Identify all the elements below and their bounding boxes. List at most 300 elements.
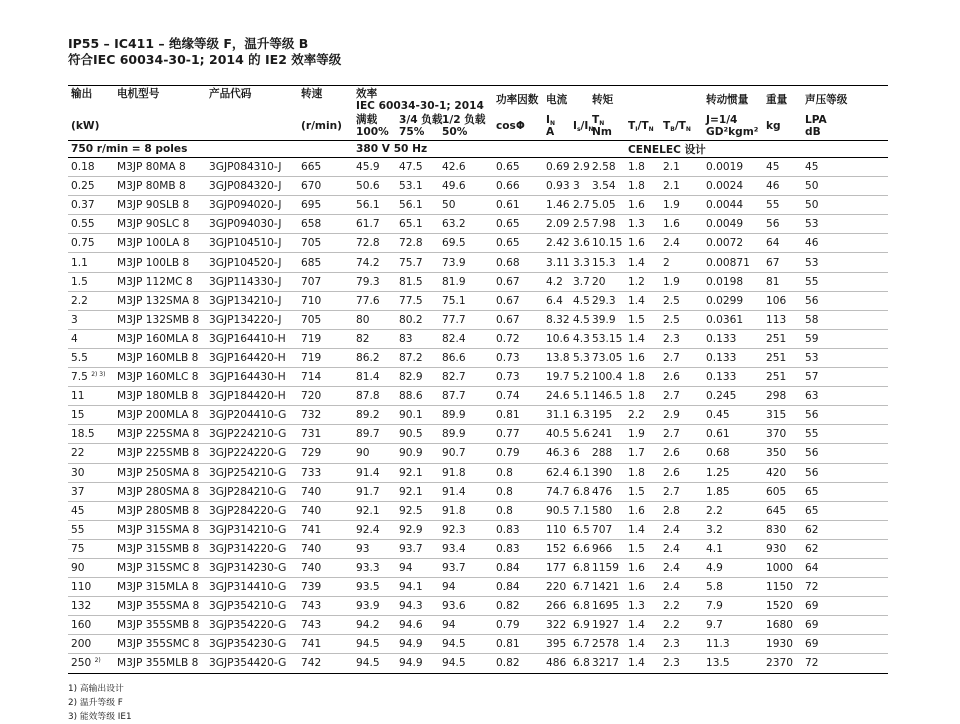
eff-full-cell: 86.2	[353, 348, 396, 367]
ti-tn-cell: 1.8	[625, 368, 660, 387]
torque-cell: 476	[589, 482, 625, 501]
noise-cell: 46	[802, 234, 888, 253]
current-cell: 8.32	[543, 310, 570, 329]
header-half-load: 1/2 负载 50%	[439, 112, 493, 141]
current-cell: 110	[543, 520, 570, 539]
output-cell: 110	[68, 578, 114, 597]
eff-75-cell: 81.5	[396, 272, 439, 291]
power-factor-cell: 0.74	[493, 387, 543, 406]
eff-75-cell: 53.1	[396, 177, 439, 196]
ti-tn-cell: 1.6	[625, 196, 660, 215]
eff-75-cell: 90.5	[396, 425, 439, 444]
product-code-cell: 3GJP094020-J	[206, 196, 298, 215]
ti-tn-cell: 1.4	[625, 520, 660, 539]
tb-tn-cell: 2.8	[660, 501, 703, 520]
is-in-cell: 5.6	[570, 425, 589, 444]
speed-cell: 740	[298, 539, 353, 558]
eff-75-cell: 92.1	[396, 482, 439, 501]
is-in-cell: 5.3	[570, 348, 589, 367]
is-in-cell: 6.9	[570, 616, 589, 635]
inertia-cell: 0.0198	[703, 272, 763, 291]
weight-cell: 55	[763, 196, 802, 215]
header-motor-type: 电机型号	[114, 86, 206, 113]
eff-75-cell: 47.5	[396, 158, 439, 177]
current-cell: 3.11	[543, 253, 570, 272]
table-row	[68, 291, 888, 310]
weight-cell: 930	[763, 539, 802, 558]
eff-50-cell: 77.7	[439, 310, 493, 329]
header-ti-tn: $T_I/T_N$	[625, 112, 660, 141]
motor-type-cell: M3JP 132SMB 8	[114, 310, 206, 329]
inertia-cell: 0.0299	[703, 291, 763, 310]
weight-cell: 64	[763, 234, 802, 253]
current-cell: 19.7	[543, 368, 570, 387]
eff-75-cell: 94.9	[396, 654, 439, 673]
eff-50-cell: 69.5	[439, 234, 493, 253]
eff-full-cell: 91.4	[353, 463, 396, 482]
table-row	[68, 310, 888, 329]
table-row	[68, 482, 888, 501]
weight-cell: 1520	[763, 597, 802, 616]
torque-cell: 390	[589, 463, 625, 482]
is-in-cell: 2.9	[570, 158, 589, 177]
output-cell: 45	[68, 501, 114, 520]
ti-tn-cell: 1.5	[625, 310, 660, 329]
weight-cell: 56	[763, 215, 802, 234]
speed-cell: 740	[298, 501, 353, 520]
inertia-cell: 0.61	[703, 425, 763, 444]
inertia-cell: 1.85	[703, 482, 763, 501]
torque-cell: 39.9	[589, 310, 625, 329]
header-output-unit: (kW)	[68, 112, 114, 141]
torque-cell: 10.15	[589, 234, 625, 253]
speed-cell: 733	[298, 463, 353, 482]
table-row	[68, 215, 888, 234]
ti-tn-cell: 1.2	[625, 272, 660, 291]
eff-full-cell: 80	[353, 310, 396, 329]
product-code-cell: 3GJP204410-G	[206, 406, 298, 425]
product-code-cell: 3GJP104520-J	[206, 253, 298, 272]
tb-tn-cell: 2.2	[660, 597, 703, 616]
motor-type-cell: M3JP 280SMA 8	[114, 482, 206, 501]
eff-50-cell: 86.6	[439, 348, 493, 367]
is-in-cell: 3.3	[570, 253, 589, 272]
is-in-cell: 6.8	[570, 597, 589, 616]
eff-75-cell: 80.2	[396, 310, 439, 329]
eff-75-cell: 72.8	[396, 234, 439, 253]
is-in-cell: 6.8	[570, 558, 589, 577]
speed-cell: 743	[298, 616, 353, 635]
ti-tn-cell: 1.4	[625, 654, 660, 673]
eff-75-cell: 56.1	[396, 196, 439, 215]
eff-50-cell: 94	[439, 616, 493, 635]
eff-50-cell: 94.5	[439, 654, 493, 673]
noise-cell: 64	[802, 558, 888, 577]
tb-tn-cell: 2.5	[660, 310, 703, 329]
power-factor-cell: 0.77	[493, 425, 543, 444]
torque-cell: 195	[589, 406, 625, 425]
table-row	[68, 387, 888, 406]
eff-75-cell: 92.9	[396, 520, 439, 539]
table-row	[68, 520, 888, 539]
weight-cell: 1930	[763, 635, 802, 654]
inertia-cell: 4.9	[703, 558, 763, 577]
current-cell: 152	[543, 539, 570, 558]
inertia-cell: 0.133	[703, 329, 763, 348]
header-efficiency	[353, 86, 493, 113]
noise-cell: 53	[802, 348, 888, 367]
eff-full-cell: 93.5	[353, 578, 396, 597]
header-tb-tn: $T_B/T_N$	[660, 112, 703, 141]
inertia-cell: 0.245	[703, 387, 763, 406]
torque-cell: 20	[589, 272, 625, 291]
speed-cell: 720	[298, 387, 353, 406]
tb-tn-cell: 2	[660, 253, 703, 272]
motor-type-cell: M3JP 180MLB 8	[114, 387, 206, 406]
eff-75-cell: 94.9	[396, 635, 439, 654]
power-factor-cell: 0.73	[493, 348, 543, 367]
is-in-cell: 6.8	[570, 654, 589, 673]
noise-cell: 56	[802, 291, 888, 310]
eff-75-cell: 87.2	[396, 348, 439, 367]
speed-cell: 719	[298, 348, 353, 367]
weight-cell: 350	[763, 444, 802, 463]
output-cell: 250 $^{2)}$	[68, 654, 114, 673]
speed-cell: 670	[298, 177, 353, 196]
torque-cell: 1159	[589, 558, 625, 577]
output-cell: 0.75	[68, 234, 114, 253]
weight-cell: 81	[763, 272, 802, 291]
motor-type-cell: M3JP 355MLB 8	[114, 654, 206, 673]
noise-cell: 53	[802, 253, 888, 272]
tb-tn-cell: 2.7	[660, 482, 703, 501]
torque-cell: 2578	[589, 635, 625, 654]
power-factor-cell: 0.83	[493, 520, 543, 539]
output-cell: 90	[68, 558, 114, 577]
tb-tn-cell: 2.7	[660, 348, 703, 367]
speed-cell: 741	[298, 520, 353, 539]
noise-cell: 72	[802, 578, 888, 597]
current-cell: 322	[543, 616, 570, 635]
speed-cell: 705	[298, 234, 353, 253]
output-cell: 4	[68, 329, 114, 348]
power-factor-cell: 0.65	[493, 215, 543, 234]
eff-full-cell: 74.2	[353, 253, 396, 272]
tb-tn-cell: 2.9	[660, 406, 703, 425]
torque-cell: 146.5	[589, 387, 625, 406]
motor-type-cell: M3JP 315SMA 8	[114, 520, 206, 539]
ti-tn-cell: 1.3	[625, 597, 660, 616]
eff-full-cell: 93.3	[353, 558, 396, 577]
motor-type-cell: M3JP 280SMB 8	[114, 501, 206, 520]
ti-tn-cell: 1.4	[625, 253, 660, 272]
eff-50-cell: 87.7	[439, 387, 493, 406]
noise-cell: 57	[802, 368, 888, 387]
weight-cell: 113	[763, 310, 802, 329]
is-in-cell: 2.5	[570, 215, 589, 234]
table-row	[68, 406, 888, 425]
motor-type-cell: M3JP 315SMC 8	[114, 558, 206, 577]
inertia-cell: 11.3	[703, 635, 763, 654]
torque-cell: 53.15	[589, 329, 625, 348]
weight-cell: 2370	[763, 654, 802, 673]
motor-type-cell: M3JP 80MA 8	[114, 158, 206, 177]
is-in-cell: 5.2	[570, 368, 589, 387]
ti-tn-cell: 1.8	[625, 387, 660, 406]
tb-tn-cell: 2.7	[660, 387, 703, 406]
current-cell: 1.46	[543, 196, 570, 215]
torque-cell: 580	[589, 501, 625, 520]
eff-50-cell: 73.9	[439, 253, 493, 272]
motor-type-cell: M3JP 100LB 8	[114, 253, 206, 272]
noise-cell: 45	[802, 158, 888, 177]
product-code-cell: 3GJP184420-H	[206, 387, 298, 406]
is-in-cell: 2.7	[570, 196, 589, 215]
is-in-cell: 3.7	[570, 272, 589, 291]
torque-cell: 707	[589, 520, 625, 539]
inertia-cell: 7.9	[703, 597, 763, 616]
header-weight-unit: kg	[763, 112, 802, 141]
eff-50-cell: 93.7	[439, 558, 493, 577]
product-code-cell: 3GJP084320-J	[206, 177, 298, 196]
power-factor-cell: 0.8	[493, 463, 543, 482]
current-cell: 4.2	[543, 272, 570, 291]
tb-tn-cell: 2.4	[660, 558, 703, 577]
product-code-cell: 3GJP164410-H	[206, 329, 298, 348]
product-code-cell: 3GJP224210-G	[206, 425, 298, 444]
motor-type-cell: M3JP 132SMA 8	[114, 291, 206, 310]
eff-75-cell: 82.9	[396, 368, 439, 387]
tb-tn-cell: 2.6	[660, 444, 703, 463]
is-in-cell: 3	[570, 177, 589, 196]
power-factor-cell: 0.82	[493, 597, 543, 616]
torque-cell: 29.3	[589, 291, 625, 310]
torque-cell: 241	[589, 425, 625, 444]
motor-type-cell: M3JP 315MLA 8	[114, 578, 206, 597]
eff-50-cell: 75.1	[439, 291, 493, 310]
output-cell: 37	[68, 482, 114, 501]
speed-cell: 658	[298, 215, 353, 234]
noise-cell: 55	[802, 425, 888, 444]
header-torque: 转矩	[589, 86, 703, 113]
noise-cell: 65	[802, 482, 888, 501]
eff-50-cell: 91.4	[439, 482, 493, 501]
product-code-cell: 3GJP314410-G	[206, 578, 298, 597]
motor-type-cell: M3JP 90SLB 8	[114, 196, 206, 215]
table-row	[68, 234, 888, 253]
header-efficiency-label: 效率	[356, 88, 378, 100]
noise-cell: 56	[802, 463, 888, 482]
power-factor-cell: 0.68	[493, 253, 543, 272]
power-factor-cell: 0.67	[493, 272, 543, 291]
current-cell: 40.5	[543, 425, 570, 444]
torque-cell: 288	[589, 444, 625, 463]
motor-type-cell: M3JP 315SMB 8	[114, 539, 206, 558]
header-torque-tn: $T_N$ Nm	[589, 112, 625, 141]
torque-cell: 1927	[589, 616, 625, 635]
current-cell: 395	[543, 635, 570, 654]
current-cell: 220	[543, 578, 570, 597]
power-factor-cell: 0.72	[493, 329, 543, 348]
is-in-cell: 6.5	[570, 520, 589, 539]
eff-50-cell: 91.8	[439, 463, 493, 482]
current-cell: 62.4	[543, 463, 570, 482]
motor-data-table	[68, 85, 888, 674]
torque-cell: 2.58	[589, 158, 625, 177]
output-cell: 0.55	[68, 215, 114, 234]
inertia-cell: 0.68	[703, 444, 763, 463]
speed-cell: 719	[298, 329, 353, 348]
eff-75-cell: 65.1	[396, 215, 439, 234]
table-row	[68, 635, 888, 654]
output-cell: 2.2	[68, 291, 114, 310]
product-code-cell: 3GJP164430-H	[206, 368, 298, 387]
eff-75-cell: 92.1	[396, 463, 439, 482]
table-row	[68, 654, 888, 673]
noise-cell: 65	[802, 501, 888, 520]
torque-cell: 3217	[589, 654, 625, 673]
inertia-cell: 0.0361	[703, 310, 763, 329]
eff-50-cell: 93.6	[439, 597, 493, 616]
current-cell: 0.69	[543, 158, 570, 177]
tb-tn-cell: 2.1	[660, 177, 703, 196]
product-code-cell: 3GJP354420-G	[206, 654, 298, 673]
current-cell: 10.6	[543, 329, 570, 348]
speed-cell: 740	[298, 558, 353, 577]
inertia-cell: 0.0044	[703, 196, 763, 215]
section-row	[68, 141, 888, 158]
eff-50-cell: 94.5	[439, 635, 493, 654]
ti-tn-cell: 1.4	[625, 635, 660, 654]
ti-tn-cell: 1.6	[625, 501, 660, 520]
header-cos-phi: cosΦ	[493, 112, 543, 141]
header-is-in: $I_s/I_N$	[570, 112, 589, 141]
header-full-load: 满载 100%	[353, 112, 396, 141]
noise-cell: 56	[802, 406, 888, 425]
speed-cell: 743	[298, 597, 353, 616]
tb-tn-cell: 2.1	[660, 158, 703, 177]
tb-tn-cell: 1.9	[660, 196, 703, 215]
ti-tn-cell: 1.6	[625, 558, 660, 577]
weight-cell: 645	[763, 501, 802, 520]
eff-75-cell: 94.3	[396, 597, 439, 616]
inertia-cell: 13.5	[703, 654, 763, 673]
power-factor-cell: 0.84	[493, 558, 543, 577]
output-cell: 1.5	[68, 272, 114, 291]
table-row	[68, 597, 888, 616]
weight-cell: 1000	[763, 558, 802, 577]
noise-cell: 55	[802, 272, 888, 291]
motor-type-cell: M3JP 90SLC 8	[114, 215, 206, 234]
eff-full-cell: 61.7	[353, 215, 396, 234]
header-weight: 重量	[763, 86, 802, 113]
eff-75-cell: 77.5	[396, 291, 439, 310]
tb-tn-cell: 2.3	[660, 329, 703, 348]
noise-cell: 58	[802, 310, 888, 329]
weight-cell: 1150	[763, 578, 802, 597]
table-row	[68, 501, 888, 520]
weight-cell: 1680	[763, 616, 802, 635]
eff-75-cell: 92.5	[396, 501, 439, 520]
eff-full-cell: 94.2	[353, 616, 396, 635]
ti-tn-cell: 1.6	[625, 578, 660, 597]
inertia-cell: 9.7	[703, 616, 763, 635]
tb-tn-cell: 2.4	[660, 520, 703, 539]
ti-tn-cell: 1.5	[625, 482, 660, 501]
power-factor-cell: 0.81	[493, 406, 543, 425]
tb-tn-cell: 2.3	[660, 654, 703, 673]
table-row	[68, 329, 888, 348]
power-factor-cell: 0.73	[493, 368, 543, 387]
product-code-cell: 3GJP134220-J	[206, 310, 298, 329]
tb-tn-cell: 2.4	[660, 539, 703, 558]
current-cell: 2.42	[543, 234, 570, 253]
product-code-cell: 3GJP284210-G	[206, 482, 298, 501]
torque-cell: 7.98	[589, 215, 625, 234]
weight-cell: 251	[763, 368, 802, 387]
eff-full-cell: 91.7	[353, 482, 396, 501]
tb-tn-cell: 1.6	[660, 215, 703, 234]
ti-tn-cell: 2.2	[625, 406, 660, 425]
noise-cell: 72	[802, 654, 888, 673]
torque-cell: 1695	[589, 597, 625, 616]
eff-50-cell: 81.9	[439, 272, 493, 291]
noise-cell: 69	[802, 597, 888, 616]
output-cell: 3	[68, 310, 114, 329]
header-inertia-unit: J=1/4 GD²kgm²	[703, 112, 763, 141]
power-factor-cell: 0.81	[493, 635, 543, 654]
header-noise-unit: LPA dB	[802, 112, 888, 141]
weight-cell: 605	[763, 482, 802, 501]
header-product-code: 产品代码	[206, 86, 298, 113]
speed-cell: 742	[298, 654, 353, 673]
tb-tn-cell: 2.7	[660, 425, 703, 444]
ti-tn-cell: 1.4	[625, 329, 660, 348]
output-cell: 55	[68, 520, 114, 539]
eff-75-cell: 90.9	[396, 444, 439, 463]
ti-tn-cell: 1.6	[625, 348, 660, 367]
weight-cell: 46	[763, 177, 802, 196]
table-row	[68, 616, 888, 635]
motor-type-cell: M3JP 160MLC 8	[114, 368, 206, 387]
eff-75-cell: 88.6	[396, 387, 439, 406]
section-speed-label: 750 r/min = 8 poles	[68, 141, 353, 158]
power-factor-cell: 0.66	[493, 177, 543, 196]
is-in-cell: 6.7	[570, 635, 589, 654]
section-voltage: 380 V 50 Hz	[353, 141, 625, 158]
speed-cell: 729	[298, 444, 353, 463]
torque-cell: 15.3	[589, 253, 625, 272]
torque-cell: 966	[589, 539, 625, 558]
inertia-cell: 0.133	[703, 368, 763, 387]
eff-75-cell: 94	[396, 558, 439, 577]
motor-type-cell: M3JP 225SMA 8	[114, 425, 206, 444]
header-output: 输出	[68, 86, 114, 113]
motor-type-cell: M3JP 250SMA 8	[114, 463, 206, 482]
inertia-cell: 2.2	[703, 501, 763, 520]
table-row	[68, 539, 888, 558]
inertia-cell: 0.0024	[703, 177, 763, 196]
speed-cell: 685	[298, 253, 353, 272]
speed-cell: 739	[298, 578, 353, 597]
eff-full-cell: 94.5	[353, 654, 396, 673]
eff-full-cell: 92.1	[353, 501, 396, 520]
ti-tn-cell: 1.8	[625, 463, 660, 482]
weight-cell: 251	[763, 348, 802, 367]
table-row	[68, 463, 888, 482]
eff-50-cell: 92.3	[439, 520, 493, 539]
table-row	[68, 253, 888, 272]
